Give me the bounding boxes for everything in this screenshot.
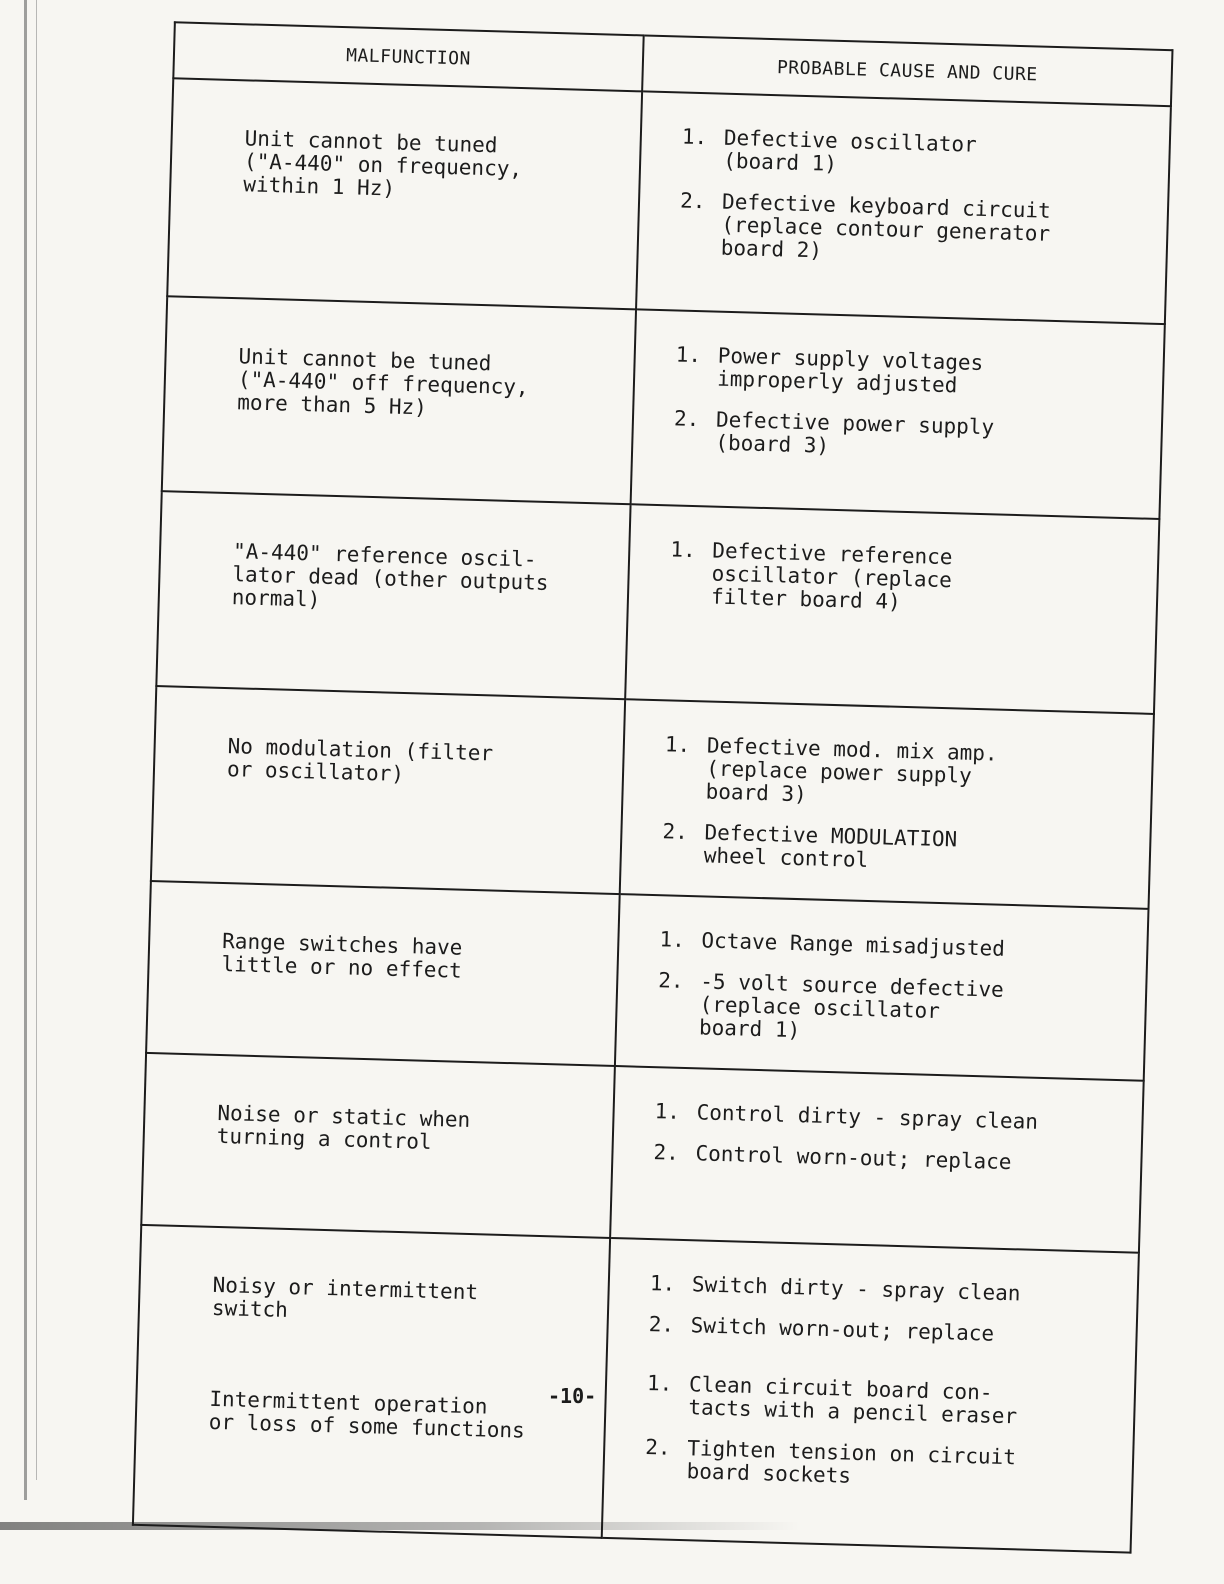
cause-item <box>663 733 1136 815</box>
malfunction-text: No modulation (filter or oscillator) <box>226 734 494 787</box>
table-row <box>133 1225 1139 1553</box>
cause-text: Defective mod. mix amp. (replace power supply board 3) <box>705 733 998 807</box>
cause-cell <box>620 699 1154 909</box>
cause-text: Control worn-out; replace <box>695 1141 1012 1175</box>
malfunction-cell <box>133 1225 610 1538</box>
cause-cell <box>615 894 1149 1081</box>
page-edge-line <box>36 0 37 1480</box>
table-row <box>167 78 1171 324</box>
malfunction-cell <box>146 881 620 1066</box>
cause-number: 2. <box>662 819 689 844</box>
cause-cell <box>610 1066 1144 1253</box>
table-row <box>151 686 1154 909</box>
cause-number: 2. <box>644 1435 671 1460</box>
malfunction-cell <box>141 1053 615 1238</box>
cause-number: 1. <box>659 927 686 952</box>
cause-number: 1. <box>675 342 702 368</box>
cause-text: Switch worn-out; replace <box>690 1313 995 1346</box>
cause-item <box>654 1100 1125 1136</box>
cause-item <box>681 126 1153 185</box>
cause-item <box>662 820 1134 879</box>
cause-item <box>644 1436 1116 1495</box>
cause-item <box>646 1372 1118 1431</box>
cause-text: Power supply voltages improperly adjusted <box>716 343 984 398</box>
cause-item <box>659 928 1130 964</box>
cause-item <box>669 538 1142 620</box>
malfunction-text: Noisy or intermittent switch <box>211 1272 479 1322</box>
table-row <box>141 1053 1143 1253</box>
malfunction-text: Range switches have little or no effect <box>221 929 463 983</box>
cause-item <box>657 969 1130 1051</box>
cause-text: Defective power supply (board 3) <box>715 407 995 458</box>
cause-item <box>673 407 1145 466</box>
cause-number: 2. <box>658 968 684 993</box>
table-row <box>156 491 1159 714</box>
page-number: -10- <box>548 1384 597 1408</box>
table-row <box>162 296 1165 519</box>
cause-text: Defective reference oscillator (replace filter board 4) <box>710 538 953 614</box>
cause-number: 2. <box>679 188 706 214</box>
cause-item <box>648 1313 1119 1349</box>
malfunction-text: "A-440" reference oscil- lator dead (other outputs normal) <box>231 539 549 612</box>
cause-text: Clean circuit board con- tacts with a pencil eraser <box>688 1372 1018 1429</box>
cause-number: 1. <box>664 732 691 757</box>
cause-text: Tighten tension on circuit board sockets <box>686 1436 1017 1488</box>
cause-number: 1. <box>654 1099 681 1124</box>
cause-item <box>653 1141 1124 1177</box>
cause-cell <box>631 309 1165 519</box>
cause-cell <box>636 91 1171 324</box>
malfunction-text: Noise or static when turning a control <box>216 1100 471 1154</box>
cause-text: Octave Range misadjusted <box>701 928 1006 961</box>
cause-cell <box>602 1238 1139 1553</box>
malfunction-text: Unit cannot be tuned ("A-440" off frequency, more than 5 Hz) <box>236 344 529 420</box>
cause-item <box>679 190 1152 272</box>
malfunction-cell <box>151 686 625 894</box>
cause-number: 1. <box>646 1371 673 1396</box>
cause-text: Control dirty - spray clean <box>696 1100 1039 1134</box>
cause-number: 1. <box>649 1271 676 1296</box>
cause-number: 1. <box>681 124 708 150</box>
header-malfunction: MALFUNCTION <box>173 22 643 91</box>
cause-number: 2. <box>648 1312 675 1337</box>
cause-text: Defective oscillator (board 1) <box>722 125 978 176</box>
cause-item <box>650 1272 1121 1308</box>
cause-text: -5 volt source defective (replace oscillator board 1) <box>698 969 1005 1043</box>
header-probable-cause: PROBABLE CAUSE AND CURE <box>642 35 1172 106</box>
malfunction-cell <box>162 296 636 504</box>
troubleshooting-table <box>132 21 1174 1553</box>
cause-text: Defective MODULATION wheel control <box>703 820 958 873</box>
table-row <box>146 881 1148 1081</box>
malfunction-cell <box>167 78 642 309</box>
page-edge-shadow <box>24 0 27 1500</box>
malfunction-cell <box>156 491 630 699</box>
malfunction-text: Unit cannot be tuned ("A-440" on frequency, within 1 Hz) <box>243 126 523 201</box>
malfunction-text: Intermittent operation or loss of some functions <box>208 1386 526 1443</box>
cause-text: Switch dirty - spray clean <box>691 1272 1021 1306</box>
cause-number: 2. <box>653 1140 680 1165</box>
cause-number: 1. <box>670 537 697 563</box>
cause-item <box>675 343 1147 402</box>
cause-number: 2. <box>673 406 700 432</box>
cause-cell <box>625 504 1159 714</box>
cause-text: Defective keyboard circuit (replace contour generator board 2) <box>720 189 1052 263</box>
table-body <box>133 78 1171 1552</box>
